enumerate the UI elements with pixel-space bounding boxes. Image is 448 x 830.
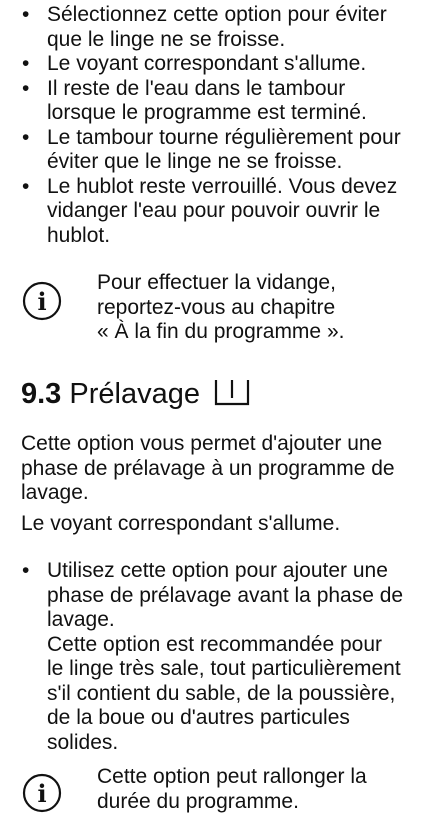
note-text (97, 271, 437, 345)
bullet-marker: • (22, 559, 30, 582)
list-item-line: Le hublot reste verrouillé. Vous devez (47, 174, 398, 198)
section-title: Prélavage (69, 378, 200, 410)
list-item (0, 52, 440, 77)
list-item-line: Le voyant correspondant s'allume. (47, 52, 367, 75)
note-line: Pour effectuer la vidange, (97, 271, 336, 294)
list-item (0, 175, 440, 249)
list-item (0, 3, 440, 52)
list-item-line: lavage. (47, 608, 115, 631)
section-heading (21, 377, 250, 411)
list-item-line: phase de prélavage avant la phase de (47, 583, 404, 607)
list-item (0, 77, 440, 126)
bullet-marker: • (22, 3, 30, 26)
bullet-marker: • (22, 52, 30, 75)
svg-text:i: i (37, 779, 47, 808)
info-icon (22, 773, 62, 813)
list-item-line: que le linge ne se froisse. (47, 27, 286, 51)
list-item-line: Cette option est recommandée pour (47, 632, 383, 656)
list-item-line: Le tambour tourne régulièrement pour (47, 125, 401, 149)
note-line: « À la fin du programme ». (97, 320, 345, 343)
paragraph-line: Cette option vous permet d'ajouter une (21, 432, 383, 455)
paragraph-line: Le voyant correspondant s'allume. (21, 512, 341, 535)
note-line: Cette option peut rallonger la (97, 765, 367, 788)
paragraph-line: phase de prélavage à un programme de (21, 456, 395, 480)
bullet-marker: • (22, 125, 30, 149)
paragraph-line: lavage. (21, 481, 89, 504)
note-line: reportez-vous au chapitre (97, 295, 336, 319)
list-item-line: vidanger l'eau pour pouvoir ouvrir le (47, 199, 381, 222)
list-item-line: Utilisez cette option pour ajouter une (47, 559, 388, 582)
list-item-line: hublot. (47, 223, 111, 247)
usage-bullet-list (0, 559, 440, 755)
list-item-line: solides. (47, 730, 119, 754)
option-bullet-list (0, 3, 440, 248)
indicator-paragraph (21, 512, 441, 537)
list-item-line: Sélectionnez cette option pour éviter (47, 3, 387, 26)
list-item-line: le linge très sale, tout particulièrement (47, 657, 401, 680)
list-item-line: s'il contient du sable, de la poussière, (47, 681, 396, 705)
note-text (97, 765, 437, 814)
intro-paragraph (21, 432, 441, 506)
list-item-line: Il reste de l'eau dans le tambour (47, 76, 346, 100)
info-icon (22, 281, 62, 321)
list-item-line: lorsque le programme est terminé. (47, 101, 367, 124)
bullet-marker: • (22, 76, 30, 100)
svg-text:i: i (37, 287, 47, 316)
section-number: 9.3 (21, 378, 62, 410)
note-line: durée du programme. (97, 789, 299, 813)
prewash-tub-icon (214, 378, 250, 406)
list-item-line: éviter que le linge ne se froisse. (47, 150, 343, 173)
list-item (0, 126, 440, 175)
list-item-line: de la boue ou d'autres particules (47, 706, 350, 729)
list-item (0, 559, 440, 755)
bullet-marker: • (22, 174, 30, 198)
